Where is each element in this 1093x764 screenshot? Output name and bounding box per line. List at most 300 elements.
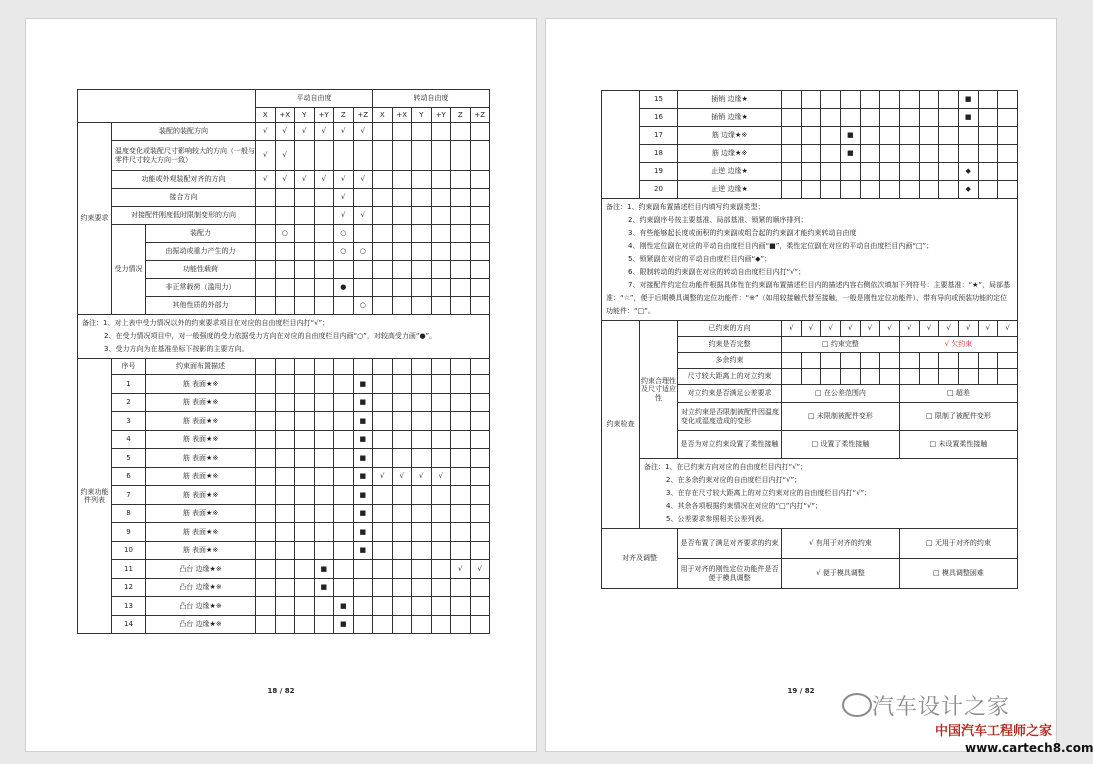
mark-cell xyxy=(295,261,315,279)
table-row xyxy=(78,615,490,634)
mark-cell xyxy=(275,597,295,616)
table-row xyxy=(78,225,490,243)
mark-cell xyxy=(295,243,315,261)
mark-cell xyxy=(392,297,412,315)
requirement-label: 接合方向 xyxy=(112,189,256,207)
list-desc: 筋 表面★※ xyxy=(146,541,256,560)
mark-cell xyxy=(431,375,451,394)
list-no: 6 xyxy=(112,467,146,486)
mark-cell xyxy=(782,145,802,163)
mark-cell: ○ xyxy=(334,225,354,243)
mark-cell xyxy=(373,171,393,189)
mark-cell xyxy=(431,615,451,634)
mark-cell xyxy=(353,560,373,579)
list-no: 20 xyxy=(640,181,678,199)
mark-cell xyxy=(314,615,334,634)
table-row xyxy=(78,393,490,412)
mark-cell xyxy=(998,353,1018,369)
mark-cell: √ xyxy=(256,171,276,189)
mark-cell xyxy=(314,297,334,315)
mark-cell xyxy=(392,541,412,560)
mark-cell xyxy=(412,171,432,189)
mark-cell xyxy=(899,127,919,145)
list-desc: 筋 表面★※ xyxy=(146,504,256,523)
mark-cell xyxy=(275,449,295,468)
requirement-label: 对接配件刚度低时限制变形的方向 xyxy=(112,207,256,225)
mark-cell xyxy=(373,449,393,468)
check-label: 尺寸较大距离上的对立约束 xyxy=(678,369,782,385)
mark-cell xyxy=(334,430,354,449)
mark-cell xyxy=(295,189,315,207)
mark-cell xyxy=(295,523,315,542)
list-header-no: 序号 xyxy=(112,359,146,375)
mark-cell: ■ xyxy=(334,615,354,634)
mark-cell xyxy=(256,412,276,431)
list-desc: 止逆 边缘★ xyxy=(678,181,782,199)
mark-cell xyxy=(275,393,295,412)
mark-cell xyxy=(392,171,412,189)
mark-cell xyxy=(256,597,276,616)
mark-cell xyxy=(860,127,880,145)
align-label: 用于对齐的刚性定位功能件是否便于模具调整 xyxy=(678,559,782,589)
list-no: 10 xyxy=(112,541,146,560)
mark-cell xyxy=(353,359,373,375)
mark-cell xyxy=(821,353,841,369)
table-row xyxy=(78,189,490,207)
mark-cell: ■ xyxy=(353,504,373,523)
mark-cell xyxy=(314,279,334,297)
mark-cell xyxy=(256,359,276,375)
document-page-18 xyxy=(25,18,537,752)
mark-cell xyxy=(412,279,432,297)
table-row xyxy=(78,541,490,560)
mark-cell: ■ xyxy=(353,393,373,412)
mark-cell xyxy=(353,597,373,616)
mark-cell xyxy=(451,523,471,542)
header-axis: +X xyxy=(275,108,295,123)
mark-cell xyxy=(392,449,412,468)
mark-cell xyxy=(373,207,393,225)
mark-cell xyxy=(899,109,919,127)
mark-cell xyxy=(334,375,354,394)
mark-cell xyxy=(334,261,354,279)
mark-cell xyxy=(353,279,373,297)
list-no: 5 xyxy=(112,449,146,468)
mark-cell xyxy=(470,297,490,315)
mark-cell xyxy=(939,91,959,109)
mark-cell xyxy=(295,486,315,505)
list-desc: 筋 表面★※ xyxy=(146,375,256,394)
mark-cell xyxy=(801,109,821,127)
check-group-label: 约束检查 xyxy=(602,321,640,529)
requirement-label: 功能或外观装配对齐的方向 xyxy=(112,171,256,189)
note-line: 3、在存在尺寸较大距离上的对立约束对应的自由度栏目内打“√”； xyxy=(666,489,872,497)
mark-cell xyxy=(451,430,471,449)
mark-cell xyxy=(431,523,451,542)
group-label-continued xyxy=(602,91,640,199)
mark-cell xyxy=(412,541,432,560)
mark-cell xyxy=(275,359,295,375)
mark-cell xyxy=(334,359,354,375)
mark-cell xyxy=(451,123,471,141)
mark-cell xyxy=(470,541,490,560)
mark-cell xyxy=(451,243,471,261)
table-row xyxy=(602,109,1018,127)
mark-cell xyxy=(431,189,451,207)
list-desc: 筋 边缘★※ xyxy=(678,145,782,163)
mark-cell xyxy=(373,578,393,597)
mark-cell xyxy=(295,578,315,597)
mark-cell xyxy=(412,430,432,449)
table-row xyxy=(602,181,1018,199)
mark-cell xyxy=(295,375,315,394)
mark-cell xyxy=(978,369,998,385)
mark-cell xyxy=(412,523,432,542)
mark-cell: ○ xyxy=(334,243,354,261)
mark-cell xyxy=(275,560,295,579)
header-axis: Z xyxy=(451,108,471,123)
mark-cell xyxy=(801,127,821,145)
list-no: 17 xyxy=(640,127,678,145)
mark-cell xyxy=(392,261,412,279)
mark-cell xyxy=(373,375,393,394)
mark-cell xyxy=(431,430,451,449)
mark-cell xyxy=(275,297,295,315)
table-row xyxy=(78,412,490,431)
mark-cell xyxy=(840,109,860,127)
mark-cell xyxy=(334,504,354,523)
mark-cell xyxy=(412,243,432,261)
mark-cell xyxy=(392,225,412,243)
mark-cell xyxy=(470,393,490,412)
check-label: 多余约束 xyxy=(678,353,782,369)
mark-cell xyxy=(295,541,315,560)
list-desc: 筋 表面★※ xyxy=(146,412,256,431)
mark-cell: √ xyxy=(353,123,373,141)
mark-cell xyxy=(373,243,393,261)
mark-cell: √ xyxy=(256,123,276,141)
mark-cell xyxy=(801,91,821,109)
table-row xyxy=(78,141,490,171)
mark-cell xyxy=(334,578,354,597)
mark-cell: √ xyxy=(470,560,490,579)
mark-cell xyxy=(256,467,276,486)
mark-cell xyxy=(334,393,354,412)
page-number: 19 / 82 xyxy=(787,687,815,695)
mark-cell xyxy=(334,467,354,486)
mark-cell xyxy=(392,523,412,542)
document-page-19 xyxy=(545,18,1057,752)
list-no: 12 xyxy=(112,578,146,597)
header-axis: +Z xyxy=(470,108,490,123)
mark-cell xyxy=(451,359,471,375)
table-row xyxy=(78,315,490,359)
mark-cell xyxy=(801,353,821,369)
mark-cell xyxy=(470,141,490,171)
mark-cell: ■ xyxy=(840,127,860,145)
mark-cell xyxy=(821,181,841,199)
mark-cell xyxy=(256,189,276,207)
mark-cell: ■ xyxy=(353,467,373,486)
mark-cell xyxy=(392,207,412,225)
mark-cell: √ xyxy=(801,321,821,337)
mark-cell xyxy=(801,369,821,385)
table-row xyxy=(602,163,1018,181)
mark-cell: √ xyxy=(978,321,998,337)
mark-cell xyxy=(470,412,490,431)
mark-cell xyxy=(295,359,315,375)
note-line: 3、有些能够起长度或面积的约束副或组合起的约束副才能约束转动自由度 xyxy=(628,229,857,237)
align-option-1: √ 有用于对齐的约束 xyxy=(782,529,900,559)
mark-cell xyxy=(470,615,490,634)
mark-cell xyxy=(998,145,1018,163)
note-line: 2、在多余约束对应的自由度栏目内打“√”； xyxy=(666,476,802,484)
mark-cell: ◆ xyxy=(958,163,978,181)
mark-cell xyxy=(880,369,900,385)
mark-cell xyxy=(899,163,919,181)
mark-cell: ■ xyxy=(353,449,373,468)
mark-cell xyxy=(275,279,295,297)
mark-cell xyxy=(256,504,276,523)
mark-cell xyxy=(978,109,998,127)
mark-cell xyxy=(314,189,334,207)
table-row xyxy=(78,449,490,468)
mark-cell: √ xyxy=(334,171,354,189)
mark-cell xyxy=(860,109,880,127)
mark-cell xyxy=(373,123,393,141)
mark-cell: √ xyxy=(782,321,802,337)
note-line: 7、对接配件约定位功能件根据具体性在约束副布置描述栏目内的描述内容右侧依次填加下列符号：主要基准：“★”，局部基准：“☆”，便于后期模具调整的定位功能件：“※”（如用较接触代替至接触，一般是刚性定位功能件），带有导向或预装功能的定位功能件：“□”。 xyxy=(606,281,1010,315)
mark-cell xyxy=(470,486,490,505)
mark-cell xyxy=(314,207,334,225)
mark-cell xyxy=(412,207,432,225)
mark-cell: √ xyxy=(939,321,959,337)
list-desc: 筋 表面★※ xyxy=(146,486,256,505)
mark-cell: ● xyxy=(334,279,354,297)
mark-cell xyxy=(256,560,276,579)
table-row xyxy=(602,127,1018,145)
mark-cell: ■ xyxy=(314,560,334,579)
mark-cell xyxy=(373,412,393,431)
list-desc: 凸台 边缘★※ xyxy=(146,578,256,597)
mark-cell xyxy=(470,467,490,486)
mark-cell: √ xyxy=(412,467,432,486)
mark-cell xyxy=(392,243,412,261)
mark-cell xyxy=(860,369,880,385)
table-row xyxy=(602,91,1018,109)
mark-cell xyxy=(412,560,432,579)
mark-cell xyxy=(899,181,919,199)
mark-cell: ■ xyxy=(353,523,373,542)
force-label: 其他性质的外部力 xyxy=(146,297,256,315)
mark-cell xyxy=(451,597,471,616)
mark-cell xyxy=(431,207,451,225)
requirement-label: 装配的装配方向 xyxy=(112,123,256,141)
mark-cell xyxy=(392,375,412,394)
mark-cell xyxy=(314,504,334,523)
table-row xyxy=(78,171,490,189)
mark-cell xyxy=(295,430,315,449)
header-axis: Y xyxy=(412,108,432,123)
mark-cell xyxy=(373,189,393,207)
mark-cell xyxy=(295,393,315,412)
list-desc: 插销 边缘★ xyxy=(678,91,782,109)
header-axis: +Z xyxy=(353,108,373,123)
mark-cell: ■ xyxy=(353,412,373,431)
mark-cell xyxy=(314,412,334,431)
note-line: 4、刚性定位副在对应的平动自由度栏目内画“■”，柔性定位副在对应的平动自由度栏目内画“□”； xyxy=(628,242,934,250)
mark-cell xyxy=(334,297,354,315)
mark-cell xyxy=(880,109,900,127)
mark-cell xyxy=(919,181,939,199)
list-no: 18 xyxy=(640,145,678,163)
list-desc: 凸台 边缘★※ xyxy=(146,597,256,616)
mark-cell xyxy=(275,243,295,261)
align-label: 是否布置了满足对齐要求的约束 xyxy=(678,529,782,559)
mark-cell: √ xyxy=(431,467,451,486)
table-row xyxy=(78,430,490,449)
mark-cell xyxy=(256,430,276,449)
mark-cell xyxy=(431,393,451,412)
header-axis: +Y xyxy=(314,108,334,123)
mark-cell xyxy=(412,578,432,597)
mark-cell xyxy=(451,486,471,505)
mark-cell xyxy=(334,449,354,468)
mark-cell xyxy=(899,369,919,385)
mark-cell xyxy=(998,91,1018,109)
mark-cell xyxy=(314,597,334,616)
mark-cell xyxy=(256,449,276,468)
list-no: 11 xyxy=(112,560,146,579)
mark-cell: √ xyxy=(899,321,919,337)
mark-cell: ○ xyxy=(353,297,373,315)
mark-cell xyxy=(334,523,354,542)
mark-cell xyxy=(998,127,1018,145)
mark-cell xyxy=(451,225,471,243)
mark-cell xyxy=(275,412,295,431)
mark-cell xyxy=(782,91,802,109)
mark-cell xyxy=(451,141,471,171)
mark-cell xyxy=(256,523,276,542)
mark-cell xyxy=(860,91,880,109)
mark-cell xyxy=(353,261,373,279)
group-label: 约束要求 xyxy=(78,123,112,315)
mark-cell xyxy=(314,225,334,243)
mark-cell xyxy=(899,91,919,109)
mark-cell xyxy=(821,91,841,109)
mark-cell xyxy=(470,189,490,207)
mark-cell xyxy=(470,359,490,375)
mark-cell xyxy=(412,297,432,315)
mark-cell: √ xyxy=(334,123,354,141)
table-row xyxy=(78,375,490,394)
mark-cell xyxy=(431,225,451,243)
group-label: 约束功能件列表 xyxy=(78,359,112,634)
mark-cell xyxy=(919,369,939,385)
list-desc: 凸台 边缘★※ xyxy=(146,615,256,634)
mark-cell: ◆ xyxy=(958,181,978,199)
mark-cell xyxy=(314,393,334,412)
mark-cell: √ xyxy=(314,123,334,141)
mark-cell: √ xyxy=(275,171,295,189)
table-row xyxy=(602,321,1018,337)
list-no: 16 xyxy=(640,109,678,127)
mark-cell xyxy=(392,578,412,597)
mark-cell xyxy=(275,207,295,225)
mark-cell: ■ xyxy=(840,145,860,163)
mark-cell xyxy=(431,597,451,616)
header-axis: +X xyxy=(392,108,412,123)
mark-cell xyxy=(295,615,315,634)
mark-cell xyxy=(373,430,393,449)
constraint-requirement-table xyxy=(77,89,490,634)
mark-cell xyxy=(373,541,393,560)
mark-cell xyxy=(275,615,295,634)
mark-cell xyxy=(412,225,432,243)
list-desc: 筋 表面★※ xyxy=(146,393,256,412)
mark-cell xyxy=(821,145,841,163)
mark-cell xyxy=(373,393,393,412)
mark-cell xyxy=(334,486,354,505)
mark-cell xyxy=(451,297,471,315)
mark-cell xyxy=(392,393,412,412)
page-number: 18 / 82 xyxy=(267,687,295,695)
mark-cell: ■ xyxy=(353,541,373,560)
mark-cell xyxy=(431,123,451,141)
mark-cell xyxy=(412,359,432,375)
mark-cell xyxy=(451,207,471,225)
mark-cell xyxy=(451,541,471,560)
mark-cell xyxy=(275,504,295,523)
mark-cell xyxy=(314,243,334,261)
mark-cell xyxy=(958,145,978,163)
note-line: 6、限制转动的约束副在对应的转动自由度栏目内打“√”； xyxy=(628,268,806,276)
mark-cell xyxy=(392,486,412,505)
mark-cell: √ xyxy=(958,321,978,337)
mark-cell xyxy=(295,449,315,468)
check-label: 已约束的方向 xyxy=(678,321,782,337)
requirement-label: 温度变化或装配尺寸影响较大的方向（一般与零件尺寸较大方向一致） xyxy=(112,141,256,171)
mark-cell: √ xyxy=(919,321,939,337)
mark-cell xyxy=(470,430,490,449)
list-desc: 止逆 边缘★ xyxy=(678,163,782,181)
mark-cell xyxy=(275,523,295,542)
mark-cell: ■ xyxy=(958,91,978,109)
mark-cell xyxy=(840,181,860,199)
mark-cell xyxy=(431,359,451,375)
mark-cell xyxy=(392,412,412,431)
watermark-org: 中国汽车工程师之家 xyxy=(935,724,1053,739)
mark-cell xyxy=(256,615,276,634)
mark-cell xyxy=(782,109,802,127)
mark-cell xyxy=(314,359,334,375)
mark-cell xyxy=(431,297,451,315)
option-deform-2: □ 限制了被配件变形 xyxy=(899,403,1017,431)
mark-cell xyxy=(295,279,315,297)
mark-cell xyxy=(840,163,860,181)
mark-cell xyxy=(451,279,471,297)
mark-cell: √ xyxy=(353,207,373,225)
mark-cell xyxy=(978,181,998,199)
mark-cell xyxy=(412,504,432,523)
check-label: 对立约束是否满足公差要求 xyxy=(678,385,782,403)
mark-cell xyxy=(860,163,880,181)
mark-cell xyxy=(939,181,959,199)
header-axis: +Y xyxy=(431,108,451,123)
mark-cell xyxy=(431,560,451,579)
mark-cell xyxy=(978,127,998,145)
mark-cell xyxy=(392,504,412,523)
